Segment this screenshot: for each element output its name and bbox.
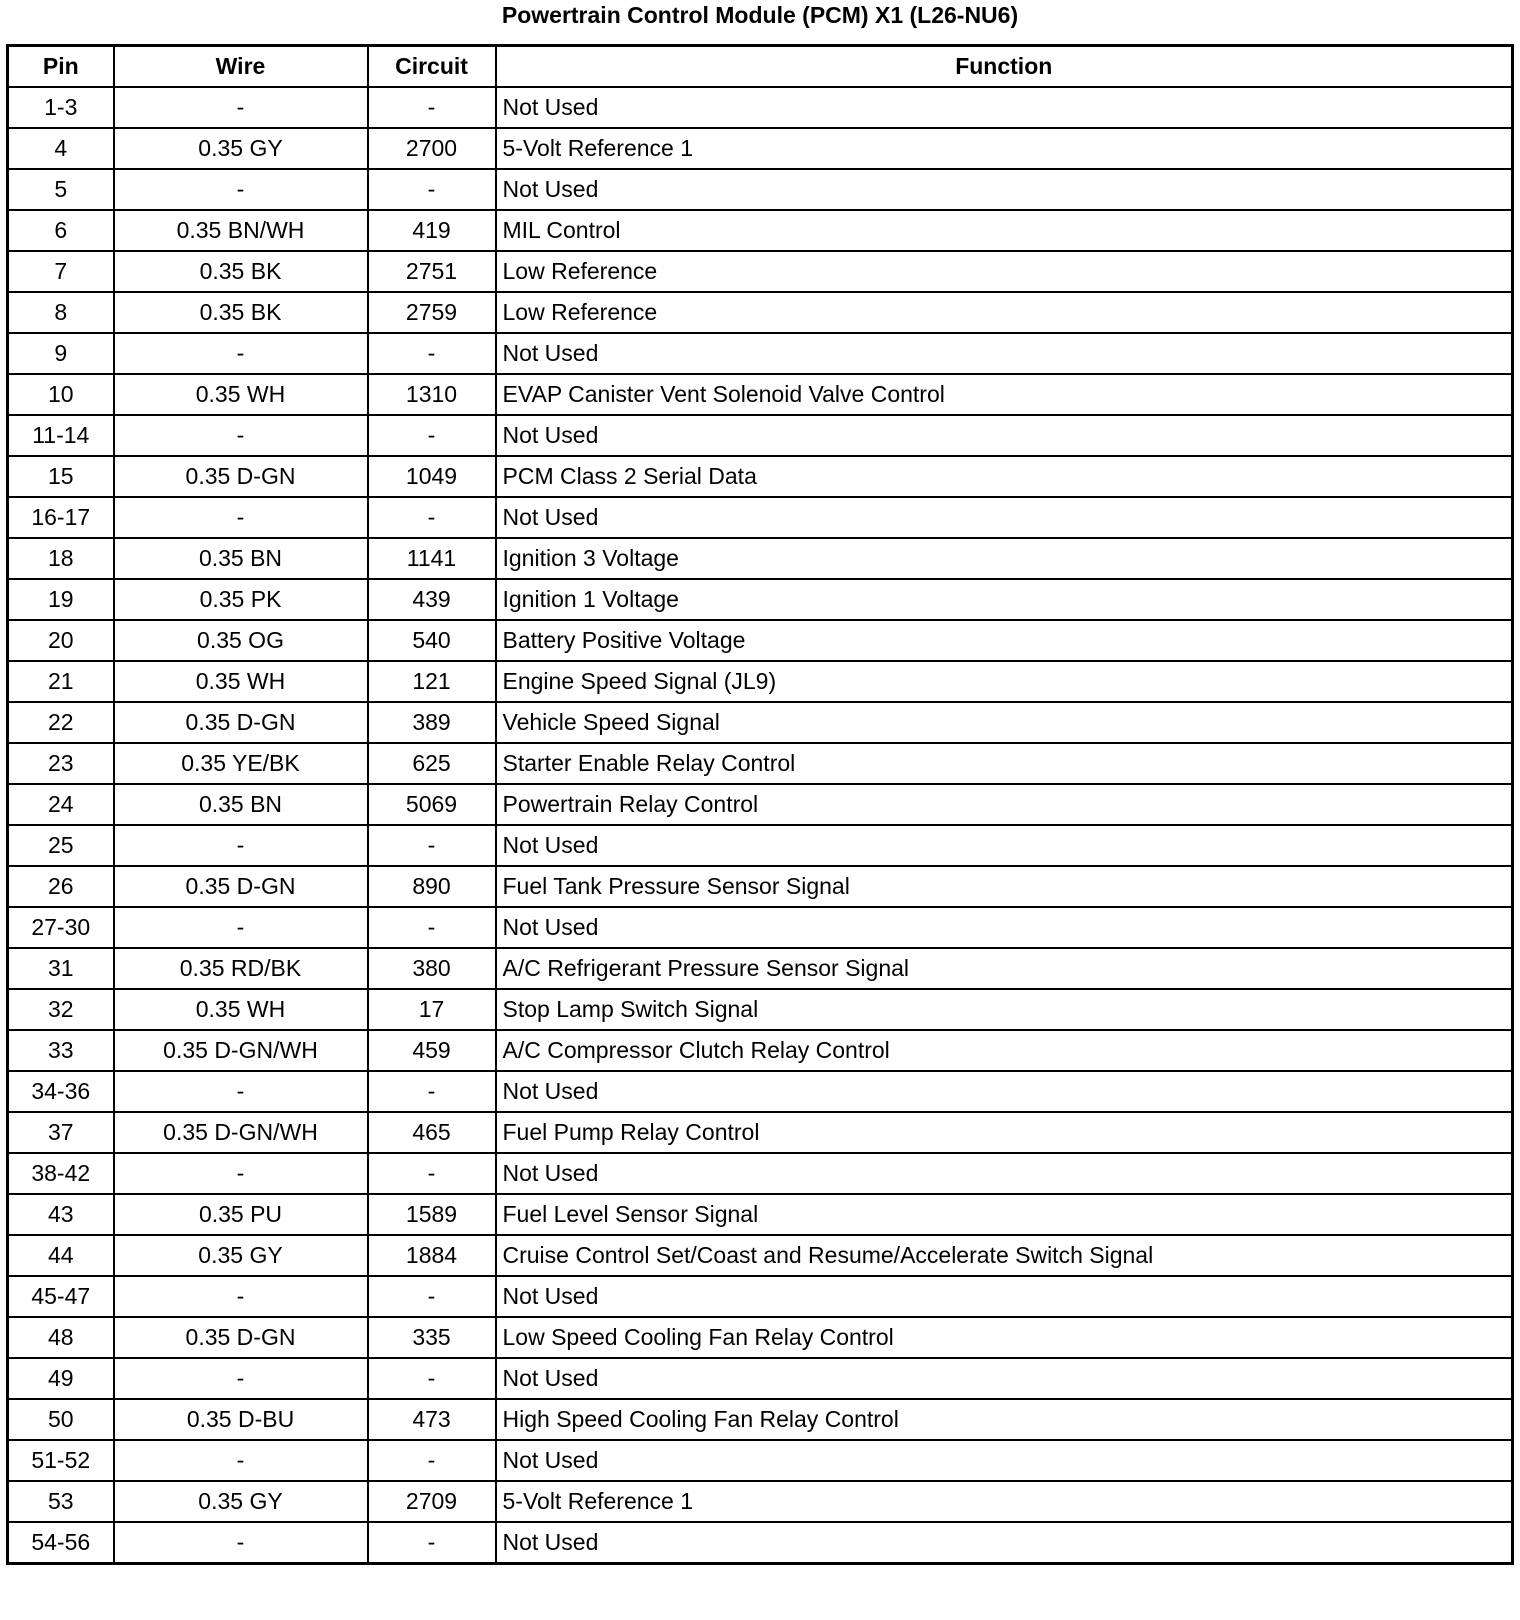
table-row [8,87,1513,128]
circuit-cell: 121 [368,661,496,702]
circuit-cell: 890 [368,866,496,907]
table-row [8,784,1513,825]
function-cell: Starter Enable Relay Control [496,743,1513,784]
table-row [8,292,1513,333]
wire-cell: 0.35 D-GN/WH [114,1030,368,1071]
wire-cell: - [114,1358,368,1399]
wire-cell: - [114,1440,368,1481]
function-cell: EVAP Canister Vent Solenoid Valve Control [496,374,1513,415]
circuit-cell: 540 [368,620,496,661]
function-cell: Not Used [496,1522,1513,1564]
page-title: Powertrain Control Module (PCM) X1 (L26-NU6) [501,2,1019,28]
function-cell: A/C Refrigerant Pressure Sensor Signal [496,948,1513,989]
circuit-cell: 2700 [368,128,496,169]
wire-cell: - [114,87,368,128]
pin-cell: 45-47 [8,1276,114,1317]
header-function: Function [496,46,1513,88]
pin-cell: 53 [8,1481,114,1522]
table-row [8,1030,1513,1071]
wire-cell: - [114,1276,368,1317]
pin-cell: 31 [8,948,114,989]
function-cell: Cruise Control Set/Coast and Resume/Accelerate Switch Signal [496,1235,1513,1276]
wire-cell: 0.35 BK [114,251,368,292]
table-row [8,456,1513,497]
pin-cell: 26 [8,866,114,907]
circuit-cell: 2751 [368,251,496,292]
pin-cell: 22 [8,702,114,743]
wire-cell: - [114,1522,368,1564]
circuit-cell: - [368,169,496,210]
header-pin: Pin [8,46,114,88]
circuit-cell: 459 [368,1030,496,1071]
pin-cell: 43 [8,1194,114,1235]
table-row [8,579,1513,620]
table-row [8,1399,1513,1440]
pin-cell: 32 [8,989,114,1030]
wire-cell: 0.35 GY [114,128,368,169]
function-cell: Not Used [496,1358,1513,1399]
table-row [8,251,1513,292]
circuit-cell: - [368,825,496,866]
wire-cell: 0.35 GY [114,1235,368,1276]
circuit-cell: 473 [368,1399,496,1440]
circuit-cell: - [368,907,496,948]
function-cell: Ignition 3 Voltage [496,538,1513,579]
wire-cell: 0.35 BN [114,784,368,825]
pin-cell: 20 [8,620,114,661]
wire-cell: 0.35 BN/WH [114,210,368,251]
table-row [8,989,1513,1030]
function-cell: Not Used [496,907,1513,948]
table-row [8,1358,1513,1399]
circuit-cell: 625 [368,743,496,784]
function-cell: 5-Volt Reference 1 [496,128,1513,169]
pin-cell: 9 [8,333,114,374]
circuit-cell: - [368,1276,496,1317]
circuit-cell: 419 [368,210,496,251]
function-cell: Fuel Pump Relay Control [496,1112,1513,1153]
table-row [8,743,1513,784]
table-row [8,866,1513,907]
pin-cell: 50 [8,1399,114,1440]
pin-cell: 34-36 [8,1071,114,1112]
pin-cell: 15 [8,456,114,497]
wire-cell: 0.35 RD/BK [114,948,368,989]
table-row [8,907,1513,948]
table-row [8,210,1513,251]
function-cell: Fuel Tank Pressure Sensor Signal [496,866,1513,907]
function-cell: MIL Control [496,210,1513,251]
table-row [8,825,1513,866]
pin-cell: 16-17 [8,497,114,538]
table-row [8,538,1513,579]
function-cell: Battery Positive Voltage [496,620,1513,661]
table-row [8,169,1513,210]
circuit-cell: 389 [368,702,496,743]
wire-cell: - [114,825,368,866]
pin-cell: 38-42 [8,1153,114,1194]
circuit-cell: - [368,87,496,128]
pin-cell: 27-30 [8,907,114,948]
wire-cell: 0.35 D-GN [114,866,368,907]
pinout-table [6,44,1514,1565]
pin-cell: 10 [8,374,114,415]
circuit-cell: 335 [368,1317,496,1358]
function-cell: Low Reference [496,251,1513,292]
function-cell: Not Used [496,825,1513,866]
function-cell: Ignition 1 Voltage [496,579,1513,620]
circuit-cell: - [368,497,496,538]
table-row [8,1235,1513,1276]
function-cell: Not Used [496,1071,1513,1112]
table-row [8,620,1513,661]
table-row [8,1276,1513,1317]
pin-cell: 44 [8,1235,114,1276]
table-row [8,497,1513,538]
wire-cell: 0.35 WH [114,374,368,415]
wire-cell: 0.35 D-GN [114,1317,368,1358]
function-cell: Not Used [496,1440,1513,1481]
circuit-cell: - [368,1153,496,1194]
function-cell: Vehicle Speed Signal [496,702,1513,743]
header-row [8,46,1513,88]
pin-cell: 37 [8,1112,114,1153]
table-row [8,661,1513,702]
circuit-cell: - [368,1440,496,1481]
wire-cell: - [114,497,368,538]
wire-cell: 0.35 GY [114,1481,368,1522]
circuit-cell: 17 [368,989,496,1030]
pin-cell: 19 [8,579,114,620]
pin-cell: 1-3 [8,87,114,128]
table-body [8,87,1513,1564]
pin-cell: 24 [8,784,114,825]
function-cell: Fuel Level Sensor Signal [496,1194,1513,1235]
circuit-cell: 465 [368,1112,496,1153]
circuit-cell: - [368,1522,496,1564]
table-row [8,415,1513,456]
wire-cell: - [114,1153,368,1194]
wire-cell: 0.35 YE/BK [114,743,368,784]
pin-cell: 11-14 [8,415,114,456]
wire-cell: 0.35 OG [114,620,368,661]
pin-cell: 23 [8,743,114,784]
wire-cell: - [114,333,368,374]
table-row [8,128,1513,169]
wire-cell: - [114,169,368,210]
function-cell: Engine Speed Signal (JL9) [496,661,1513,702]
wire-cell: 0.35 WH [114,661,368,702]
wire-cell: - [114,415,368,456]
wire-cell: - [114,1071,368,1112]
table-row [8,1317,1513,1358]
function-cell: 5-Volt Reference 1 [496,1481,1513,1522]
pin-cell: 6 [8,210,114,251]
pin-cell: 21 [8,661,114,702]
pin-cell: 48 [8,1317,114,1358]
function-cell: Not Used [496,1153,1513,1194]
wire-cell: 0.35 BK [114,292,368,333]
wire-cell: - [114,907,368,948]
circuit-cell: 1049 [368,456,496,497]
wire-cell: 0.35 D-GN [114,702,368,743]
circuit-cell: - [368,1071,496,1112]
table-row [8,333,1513,374]
header-circuit: Circuit [368,46,496,88]
table-row [8,1194,1513,1235]
pin-cell: 7 [8,251,114,292]
circuit-cell: 2759 [368,292,496,333]
function-cell: A/C Compressor Clutch Relay Control [496,1030,1513,1071]
function-cell: Not Used [496,415,1513,456]
pin-cell: 51-52 [8,1440,114,1481]
wire-cell: 0.35 WH [114,989,368,1030]
pin-cell: 49 [8,1358,114,1399]
function-cell: Stop Lamp Switch Signal [496,989,1513,1030]
table-row [8,948,1513,989]
function-cell: Not Used [496,169,1513,210]
table-row [8,1481,1513,1522]
circuit-cell: 380 [368,948,496,989]
function-cell: Not Used [496,333,1513,374]
table-row [8,374,1513,415]
pin-cell: 18 [8,538,114,579]
function-cell: Low Speed Cooling Fan Relay Control [496,1317,1513,1358]
circuit-cell: - [368,415,496,456]
pin-cell: 54-56 [8,1522,114,1564]
function-cell: Not Used [496,1276,1513,1317]
circuit-cell: 1310 [368,374,496,415]
wire-cell: 0.35 PK [114,579,368,620]
pin-cell: 8 [8,292,114,333]
pin-cell: 33 [8,1030,114,1071]
wire-cell: 0.35 D-GN [114,456,368,497]
table-row [8,702,1513,743]
function-cell: High Speed Cooling Fan Relay Control [496,1399,1513,1440]
table-row [8,1112,1513,1153]
wire-cell: 0.35 BN [114,538,368,579]
pin-cell: 5 [8,169,114,210]
table-row [8,1522,1513,1564]
table-row [8,1440,1513,1481]
function-cell: Powertrain Relay Control [496,784,1513,825]
wire-cell: 0.35 D-GN/WH [114,1112,368,1153]
circuit-cell: - [368,333,496,374]
circuit-cell: 1141 [368,538,496,579]
pin-cell: 4 [8,128,114,169]
table-row [8,1071,1513,1112]
table-row [8,1153,1513,1194]
wire-cell: 0.35 D-BU [114,1399,368,1440]
circuit-cell: 1589 [368,1194,496,1235]
circuit-cell: 1884 [368,1235,496,1276]
circuit-cell: 439 [368,579,496,620]
circuit-cell: 2709 [368,1481,496,1522]
circuit-cell: - [368,1358,496,1399]
circuit-cell: 5069 [368,784,496,825]
pin-cell: 25 [8,825,114,866]
function-cell: Low Reference [496,292,1513,333]
function-cell: Not Used [496,497,1513,538]
function-cell: PCM Class 2 Serial Data [496,456,1513,497]
header-wire: Wire [114,46,368,88]
wire-cell: 0.35 PU [114,1194,368,1235]
function-cell: Not Used [496,87,1513,128]
